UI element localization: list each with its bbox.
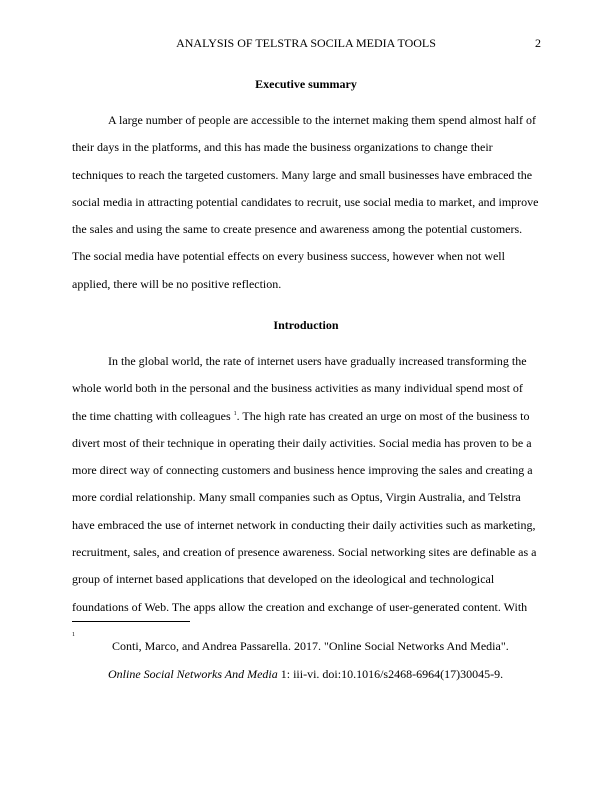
introduction-paragraph bbox=[72, 348, 540, 621]
page-number: 2 bbox=[535, 36, 541, 50]
footnote-separator bbox=[72, 621, 190, 622]
executive-summary-heading: Executive summary bbox=[255, 77, 357, 91]
introduction-text-part-1: In the global world, the rate of internet users have gradually increased transforming the whole world both in the personal and the business activities as many individual spend most of the time chatting with colleagues bbox=[72, 354, 527, 423]
footnote-journal: Online Social Networks And Media bbox=[108, 667, 278, 681]
introduction-text-part-2: . The high rate has created an urge on most of the business to divert most of their technique in operating their daily activities. Social media has proven to be a more direct way of connecting customers and business hence improving the sales and creating a more cordial relationship. Many small companies such as Optus, Virgin Australia, and Telstra have embraced the use of internet network in conducting their daily activities such as marketing, recruitment, sales, and creation of presence awareness. Social networking sites are definable as a group of internet based applications that developed on the ideological and technological foundations of Web. The apps allow the creation and exchange of user-generated content. With bbox=[72, 408, 537, 614]
footnote bbox=[72, 632, 540, 688]
footnote-citation: Conti, Marco, and Andrea Passarella. 2017. "Online Social Networks And Media". bbox=[112, 639, 509, 653]
footnote-marker: 1 bbox=[72, 632, 75, 638]
footnote-details: 1: iii-vi. doi:10.1016/s2468-6964(17)30045-9. bbox=[277, 667, 504, 681]
running-head-title: ANALYSIS OF TELSTRA SOCILA MEDIA TOOLS bbox=[176, 36, 436, 50]
executive-summary-paragraph: A large number of people are accessible to the internet making them spend almost half of their days in the platforms, and this has made the business organizations to change their techniques to reach the targeted customers. Many large and small businesses have embraced the social media in attracting potential candidates to recruit, use social media to market, and improve the sales and using the same to create presence and awareness among the potential customers. The social media have potential effects on every business success, however when not well applied, there will be no positive reflection. bbox=[72, 113, 539, 291]
introduction-heading: Introduction bbox=[273, 318, 339, 332]
running-head bbox=[0, 36, 612, 52]
footnote-source bbox=[72, 660, 540, 688]
footnote-reference[interactable]: 1 bbox=[233, 410, 237, 417]
